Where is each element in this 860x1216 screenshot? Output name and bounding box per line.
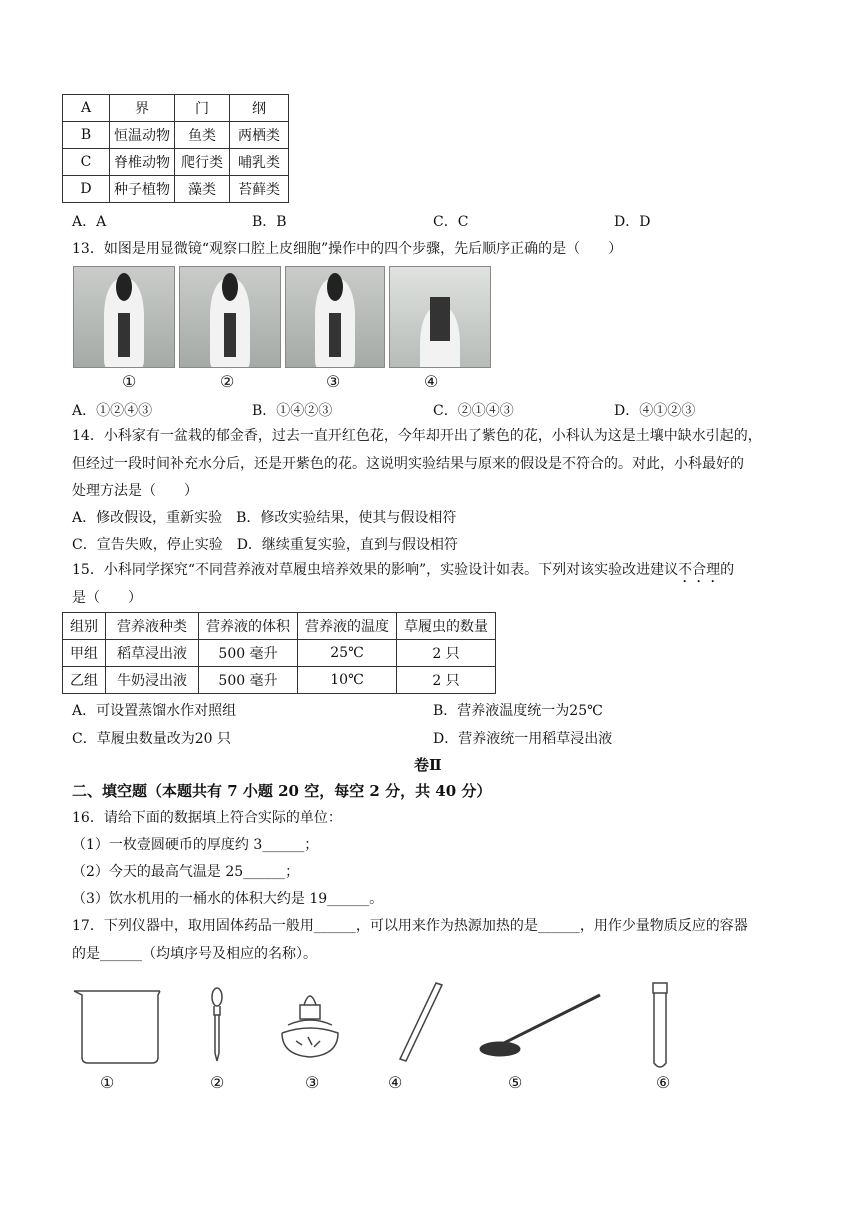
q12-row (63, 149, 289, 176)
q12-option-b: B．B (252, 214, 287, 230)
q12-cell: 苔藓类 (230, 176, 289, 203)
q12-cell: A (63, 95, 110, 122)
medicine-spoon-icon (480, 995, 600, 1056)
q15-cell: 甲组 (63, 640, 106, 667)
q12-cell: D (63, 176, 110, 203)
photo-label-2: ② (220, 372, 235, 391)
q15-cell: 500 毫升 (199, 667, 298, 694)
beaker-icon (74, 991, 160, 1063)
section-title: 卷Ⅱ (414, 756, 442, 774)
dropper-icon (212, 988, 222, 1061)
q15-cell: 稻草浸出液 (106, 640, 199, 667)
q14-line-1: 14．小科家有一盆栽的郁金香，过去一直开红色花，今年却开出了紫色的花，小科认为这是土壤中缺水引起的， (72, 428, 762, 444)
q15-cell: 25℃ (298, 640, 397, 667)
q15-cell: 500 毫升 (199, 640, 298, 667)
q12-cell: 种子植物 (110, 176, 175, 203)
q12-cell: 两栖类 (230, 122, 289, 149)
q12-cell: 脊椎动物 (110, 149, 175, 176)
q15-cell: 营养液的体积 (199, 613, 298, 640)
q15-option-d: D．营养液统一用稻草浸出液 (433, 731, 613, 747)
q12-option-d: D．D (614, 214, 651, 230)
q14-options-ab: A．修改假设，重新实验 B．修改实验结果，使其与假设相符 (72, 510, 457, 526)
q12-row (63, 122, 289, 149)
q13-option-d: D．④①②③ (614, 403, 696, 419)
q15-row (63, 640, 496, 667)
q15-cell: 营养液种类 (106, 613, 199, 640)
instrument-label-2: ② (210, 1073, 225, 1092)
q13-stem: 13．如图是用显微镜“观察口腔上皮细胞”操作中的四个步骤，先后顺序正确的是（ ） (72, 241, 623, 257)
q12-row (63, 95, 289, 122)
instrument-label-6: ⑥ (656, 1073, 671, 1092)
glass-rod-icon (400, 983, 442, 1061)
q12-cell: 爬行类 (175, 149, 230, 176)
q14-options-cd: C．宣告失败，停止实验 D．继续重复实验，直到与假设相符 (72, 537, 458, 553)
instrument-label-4: ④ (388, 1073, 403, 1092)
q12-cell: 界 (110, 95, 175, 122)
q12-row (63, 176, 289, 203)
q17-line-1: 17．下列仪器中，取用固体药品一般用______，可以用来作为热源加热的是______，用作少量物质反应的容器 (72, 918, 748, 934)
photo-label-4: ④ (424, 372, 439, 391)
q15-line-1: 15．小科同学探究“不同营养液对草履虫培养效果的影响”，实验设计如表。下列对该实验改进建议不合理的 (72, 562, 735, 578)
emphasis-not-reasonable: 不合理 (678, 562, 721, 578)
microscope-step-photo-4 (389, 266, 491, 368)
q12-cell: 藻类 (175, 176, 230, 203)
test-tube-icon (653, 983, 667, 1067)
q15-option-c: C．草履虫数量改为20 只 (72, 731, 231, 747)
q15-cell: 2 只 (397, 667, 496, 694)
q16-item-2: （2）今天的最高气温是 25______； (72, 864, 300, 880)
q15-cell: 草履虫的数量 (397, 613, 496, 640)
q13-option-c: C．②①④③ (433, 403, 514, 419)
q13-option-a: A．①②④③ (72, 403, 153, 419)
q15-cell: 乙组 (63, 667, 106, 694)
q12-cell: C (63, 149, 110, 176)
q17-line-2: 的是______（均填序号及相应的名称）。 (72, 946, 317, 962)
q15-cell: 10℃ (298, 667, 397, 694)
q15-cell: 2 只 (397, 640, 496, 667)
photo-label-1: ① (122, 372, 137, 391)
photo-label-3: ③ (326, 372, 341, 391)
microscope-step-photo-3 (285, 266, 385, 368)
q15-option-a: A．可设置蒸馏水作对照组 (72, 703, 237, 719)
q15-cell: 组别 (63, 613, 106, 640)
lab-instruments-figure (60, 975, 700, 1075)
q12-option-a: A．A (72, 214, 107, 230)
q14-line-3: 处理方法是（ ） (72, 483, 198, 499)
instrument-label-5: ⑤ (508, 1073, 523, 1092)
microscope-step-photo-1 (73, 266, 175, 368)
q15-table (62, 612, 496, 694)
microscope-step-photo-2 (179, 266, 281, 368)
section-heading: 二、填空题（本题共有 7 小题 20 空，每空 2 分，共 40 分） (72, 782, 492, 800)
q16-item-1: （1）一枚壹圆硬币的厚度约 3______； (72, 837, 319, 853)
q12-cell: 门 (175, 95, 230, 122)
q15-cell: 营养液的温度 (298, 613, 397, 640)
q16-stem: 16．请给下面的数据填上符合实际的单位： (72, 810, 342, 826)
q15-line-2: 是（ ） (72, 590, 142, 606)
q15-option-b: B．营养液温度统一为25℃ (433, 703, 603, 719)
q15-row (63, 667, 496, 694)
q15-row (63, 613, 496, 640)
q12-cell: 纲 (230, 95, 289, 122)
instrument-label-1: ① (100, 1073, 115, 1092)
q12-cell: 鱼类 (175, 122, 230, 149)
alcohol-lamp-icon (282, 996, 338, 1057)
instrument-label-3: ③ (305, 1073, 320, 1092)
q15-cell: 牛奶浸出液 (106, 667, 199, 694)
q13-option-b: B．①④②③ (252, 403, 333, 419)
q12-cell: 恒温动物 (110, 122, 175, 149)
q12-cell: B (63, 122, 110, 149)
q14-line-2: 但经过一段时间补充水分后，还是开紫色的花。这说明实验结果与原来的假设是不符合的。对此，小科最好的 (72, 456, 744, 472)
q12-option-c: C．C (433, 214, 469, 230)
q12-cell: 哺乳类 (230, 149, 289, 176)
q12-table (62, 94, 289, 203)
q16-item-3: （3）饮水机用的一桶水的体积大约是 19______。 (72, 891, 384, 907)
